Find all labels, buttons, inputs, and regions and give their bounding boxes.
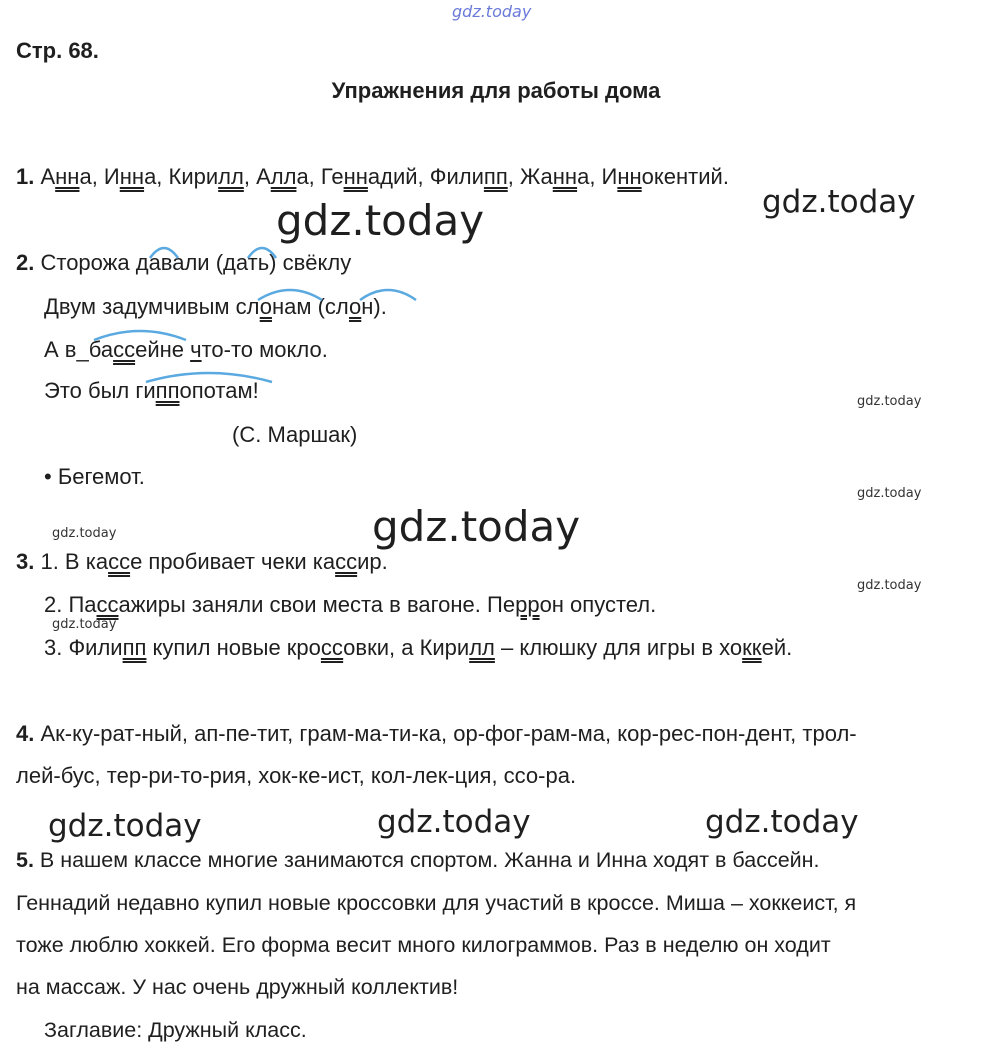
exercise-2-line-4: Это был гиппопотам!: [44, 378, 259, 403]
watermark: gdz.today: [857, 486, 922, 501]
exercise-5-line-2: Геннадий недавно купил новые кроссовки для участий в кроссе. Миша – хоккеист, я: [16, 891, 857, 915]
watermark: gdz.today: [452, 2, 532, 21]
watermark: gdz.today: [377, 804, 531, 840]
essay-title: Заглавие: Дружный класс.: [44, 1018, 307, 1042]
exercise-2-line-1: 2. Сторожа давали (дать) свёклу: [16, 250, 352, 275]
exercise-number: 3.: [16, 549, 35, 574]
watermark: gdz.today: [762, 184, 916, 220]
page-reference: Стр. 68.: [16, 38, 99, 63]
exercise-2-line-3: А в_бассейне что-то мокло.: [44, 337, 328, 362]
exercise-4-line-1: 4. Ак-ку-рат-ный, ап-пе-тит, грам-ма-ти-ка, ор-фог-рам-ма, кор-рес-пон-дент, трол-: [16, 721, 857, 746]
watermark: gdz.today: [372, 502, 581, 551]
exercise-1-line: 1. Анна, Инна, Кирилл, Алла, Геннадий, Филипп, Жанна, Иннокентий.: [16, 164, 729, 189]
exercise-2-line-2: Двум задумчивым слонам (слон).: [44, 294, 387, 319]
watermark: gdz.today: [52, 526, 117, 541]
exercise-5-line-4: на массаж. У нас очень дружный коллектив!: [16, 975, 459, 999]
poem-author: (С. Маршак): [232, 422, 358, 447]
exercise-5-line-1: 5. В нашем классе многие занимаются спортом. Жанна и Инна ходят в бассейн.: [16, 848, 820, 872]
exercise-3-line-3: 3. Филипп купил новые кроссовки, а Кирилл – клюшку для игры в хоккей.: [44, 635, 793, 660]
exercise-3-line-1: 3. 1. В кассе пробивает чеки кассир.: [16, 549, 388, 574]
exercise-number: 1.: [16, 164, 35, 189]
exercise-number: 4.: [16, 721, 35, 746]
exercise-5-line-3: тоже люблю хоккей. Его форма весит много килограммов. Раз в неделю он ходит: [16, 933, 831, 957]
watermark: gdz.today: [52, 617, 117, 632]
watermark: gdz.today: [705, 804, 859, 840]
exercise-number: 2.: [16, 250, 35, 275]
exercise-4-line-2: лей-бус, тер-ри-то-рия, хок-ке-ист, кол-лек-ция, ссо-ра.: [16, 763, 577, 788]
riddle-answer: • Бегемот.: [44, 464, 145, 489]
watermark: gdz.today: [48, 808, 202, 844]
page-title: Упражнения для работы дома: [331, 78, 661, 103]
watermark: gdz.today: [857, 394, 922, 409]
exercise-3-line-2: 2. Пассажиры заняли свои места в вагоне. Перрон опустел.: [44, 592, 657, 617]
watermark: gdz.today: [276, 196, 485, 245]
exercise-number: 5.: [16, 848, 34, 872]
watermark: gdz.today: [857, 578, 922, 593]
